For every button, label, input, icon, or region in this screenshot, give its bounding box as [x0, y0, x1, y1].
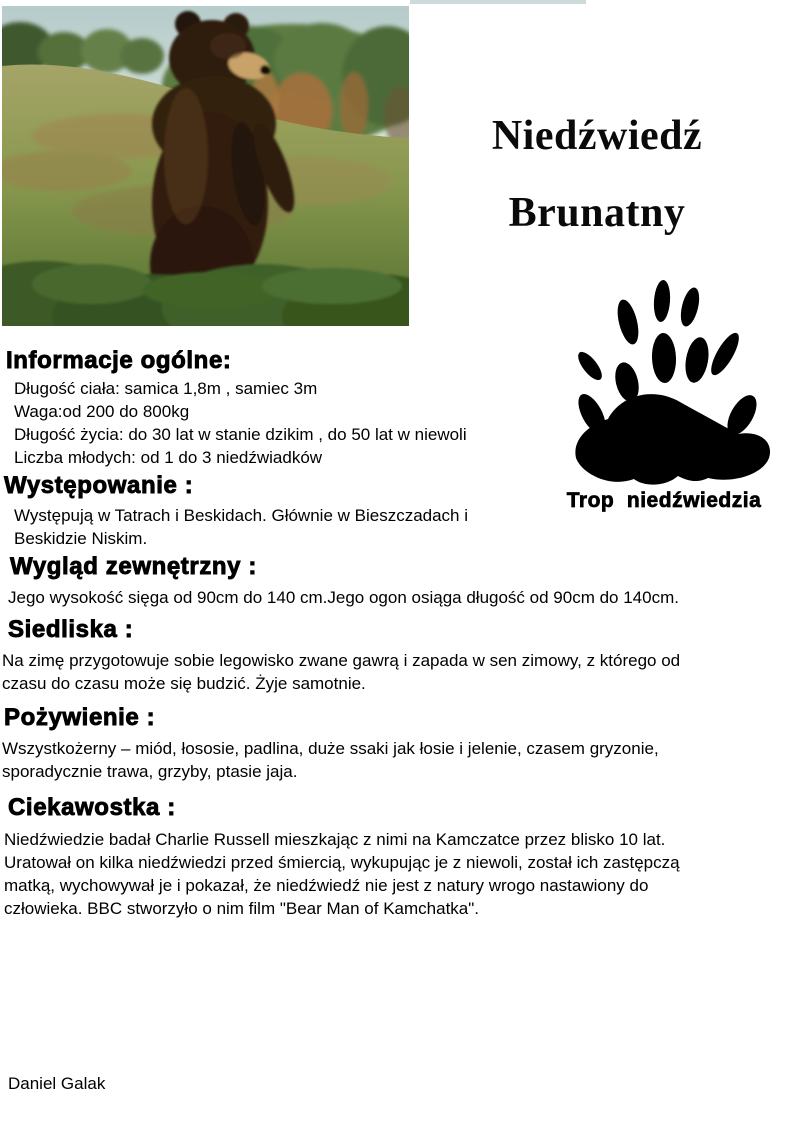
body-line: czasu do czasu może się budzić. Żyje samotnie.	[2, 674, 366, 693]
body-line: Występują w Tatrach i Beskidach. Głównie w Bieszczadach i	[14, 506, 469, 525]
section-wystepowanie	[0, 473, 800, 550]
section-ciekawostka	[0, 795, 800, 920]
body-line: Wszystkożerny – miód, łososie, padlina, duże ssaki jak łosie i jelenie, czasem gryzonie,	[2, 739, 659, 758]
body-line: człowieka. BBC stworzyło o nim film "Bear Man of Kamchatka".	[4, 899, 480, 918]
bear-nose	[260, 65, 270, 75]
section-heading: Pożywienie :	[4, 704, 156, 731]
bear-photo	[2, 6, 409, 326]
body-line: Długość ciała: samica 1,8m , samiec 3m	[14, 379, 318, 398]
author-name: Daniel Galak	[8, 1074, 106, 1093]
section-heading: Informacje ogólne:	[6, 347, 232, 374]
photo-edge-sliver	[410, 0, 586, 4]
body-line: Długość życia: do 30 lat w stanie dzikim , do 50 lat w niewoli	[14, 425, 467, 444]
body-line: Niedźwiedzie badał Charlie Russell mieszkając z nimi na Kamczatce przez blisko 10 lat.	[4, 830, 666, 849]
section-heading: Siedliska :	[8, 616, 134, 643]
body-line: Beskidzie Niskim.	[14, 529, 148, 548]
section-heading: Wygląd zewnętrzny :	[10, 553, 257, 580]
body-line: Jego wysokość sięga od 90cm do 140 cm.Jego ogon osiąga długość od 90cm do 140cm.	[8, 588, 679, 607]
document-body	[0, 348, 800, 920]
body-line: Liczba młodych: od 1 do 3 niedźwiadków	[14, 448, 323, 467]
body-line: Na zimę przygotowuje sobie legowisko zwane gawrą i zapada w sen zimowy, z którego od	[2, 651, 681, 670]
section-siedliska	[0, 617, 800, 695]
body-line: sporadycznie trawa, grzyby, ptasie jaja.	[2, 762, 298, 781]
page-title	[408, 98, 786, 252]
body-line: Waga:od 200 do 800kg	[14, 402, 190, 421]
body-line: matką, wychowywał je i pokazał, że niedźwiedź nie jest z natury wrogo nastawiony do	[4, 876, 649, 895]
section-heading: Występowanie :	[4, 472, 194, 499]
paw-caption: Trop niedźwiedzia	[566, 489, 762, 512]
section-wyglad-zewnetrzny	[0, 554, 800, 609]
section-heading: Ciekawostka :	[8, 794, 176, 821]
page-title-line1: Niedźwiedź	[491, 113, 703, 159]
section-pozywienie	[0, 705, 800, 783]
body-line: Uratował on kilka niedźwiedzi przed śmiercią, wykupując je z niewoli, został ich zastępczą	[4, 853, 680, 872]
page-title-line2: Brunatny	[508, 190, 686, 236]
section-informacje-ogolne	[0, 348, 800, 469]
